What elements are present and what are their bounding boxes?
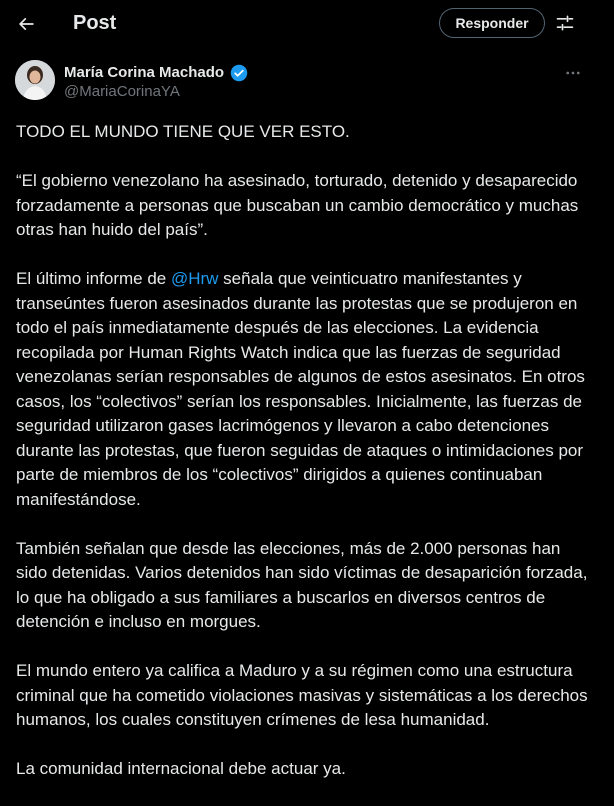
author-handle[interactable]: @MariaCorinaYA [64, 83, 180, 100]
author-name[interactable]: María Corina Machado [64, 64, 225, 81]
profile-photo [15, 60, 55, 100]
more-options-button[interactable] [562, 62, 584, 84]
mention-link[interactable]: @Hrw [170, 269, 219, 288]
post-text-segment: El último informe de [16, 269, 171, 288]
post-paragraph: La comunidad internacional debe actuar ya. [16, 759, 346, 778]
verified-badge-icon [230, 64, 248, 82]
avatar[interactable] [15, 60, 55, 100]
post-paragraph: El mundo entero ya califica a Maduro y a su régimen como una estructura criminal que ha cometido violaciones masivas y sistemáticas a los derechos humanos, los cuales constituyen crímenes de lesa humanidad. [16, 661, 588, 729]
arrow-left-icon [16, 14, 36, 34]
post-paragraph [16, 267, 596, 512]
sliders-icon [555, 13, 575, 33]
back-button[interactable] [8, 6, 44, 42]
post-header [0, 0, 614, 48]
post-text [16, 120, 596, 806]
post-paragraph: TODO EL MUNDO TIENE QUE VER ESTO. [16, 122, 350, 141]
page-title: Post [73, 12, 117, 34]
post-text-segment: señala que veinticuatro manifestantes y transeúntes fueron asesinados durante las protestas que se produjeron en todo el país inmediatamente después de las elecciones. La evidencia recopilada por Human Rights Watch indica que las fuerzas de seguridad venezolanas serían responsables de algunos de estos asesinatos. En otros casos, los “colectivos” serían los responsables. Inicialmente, las fuerzas de seguridad utilizaron gases lacrimógenos y llevaron a cabo detenciones durante las protestas, que fueron seguidas de ataques o intimidaciones por parte de miembros de los “colectivos” dirigidos a quienes continuaban manifestándose. [16, 269, 585, 509]
filter-button[interactable] [550, 8, 580, 38]
post-paragraph: También señalan que desde las elecciones, más de 2.000 personas han sido detenidas. Varios detenidos han sido víctimas de desaparición forzada, lo que ha obligado a sus familiares a buscarlos en diversos centros de detención e incluso en morgues. [16, 538, 588, 631]
reply-button[interactable]: Responder [439, 8, 545, 38]
more-horizontal-icon [564, 64, 582, 82]
post-paragraph: “El gobierno venezolano ha asesinado, torturado, detenido y desaparecido forzadamente a personas que buscaban un cambio democrático y muchas otras han huido del país”. [16, 171, 579, 239]
